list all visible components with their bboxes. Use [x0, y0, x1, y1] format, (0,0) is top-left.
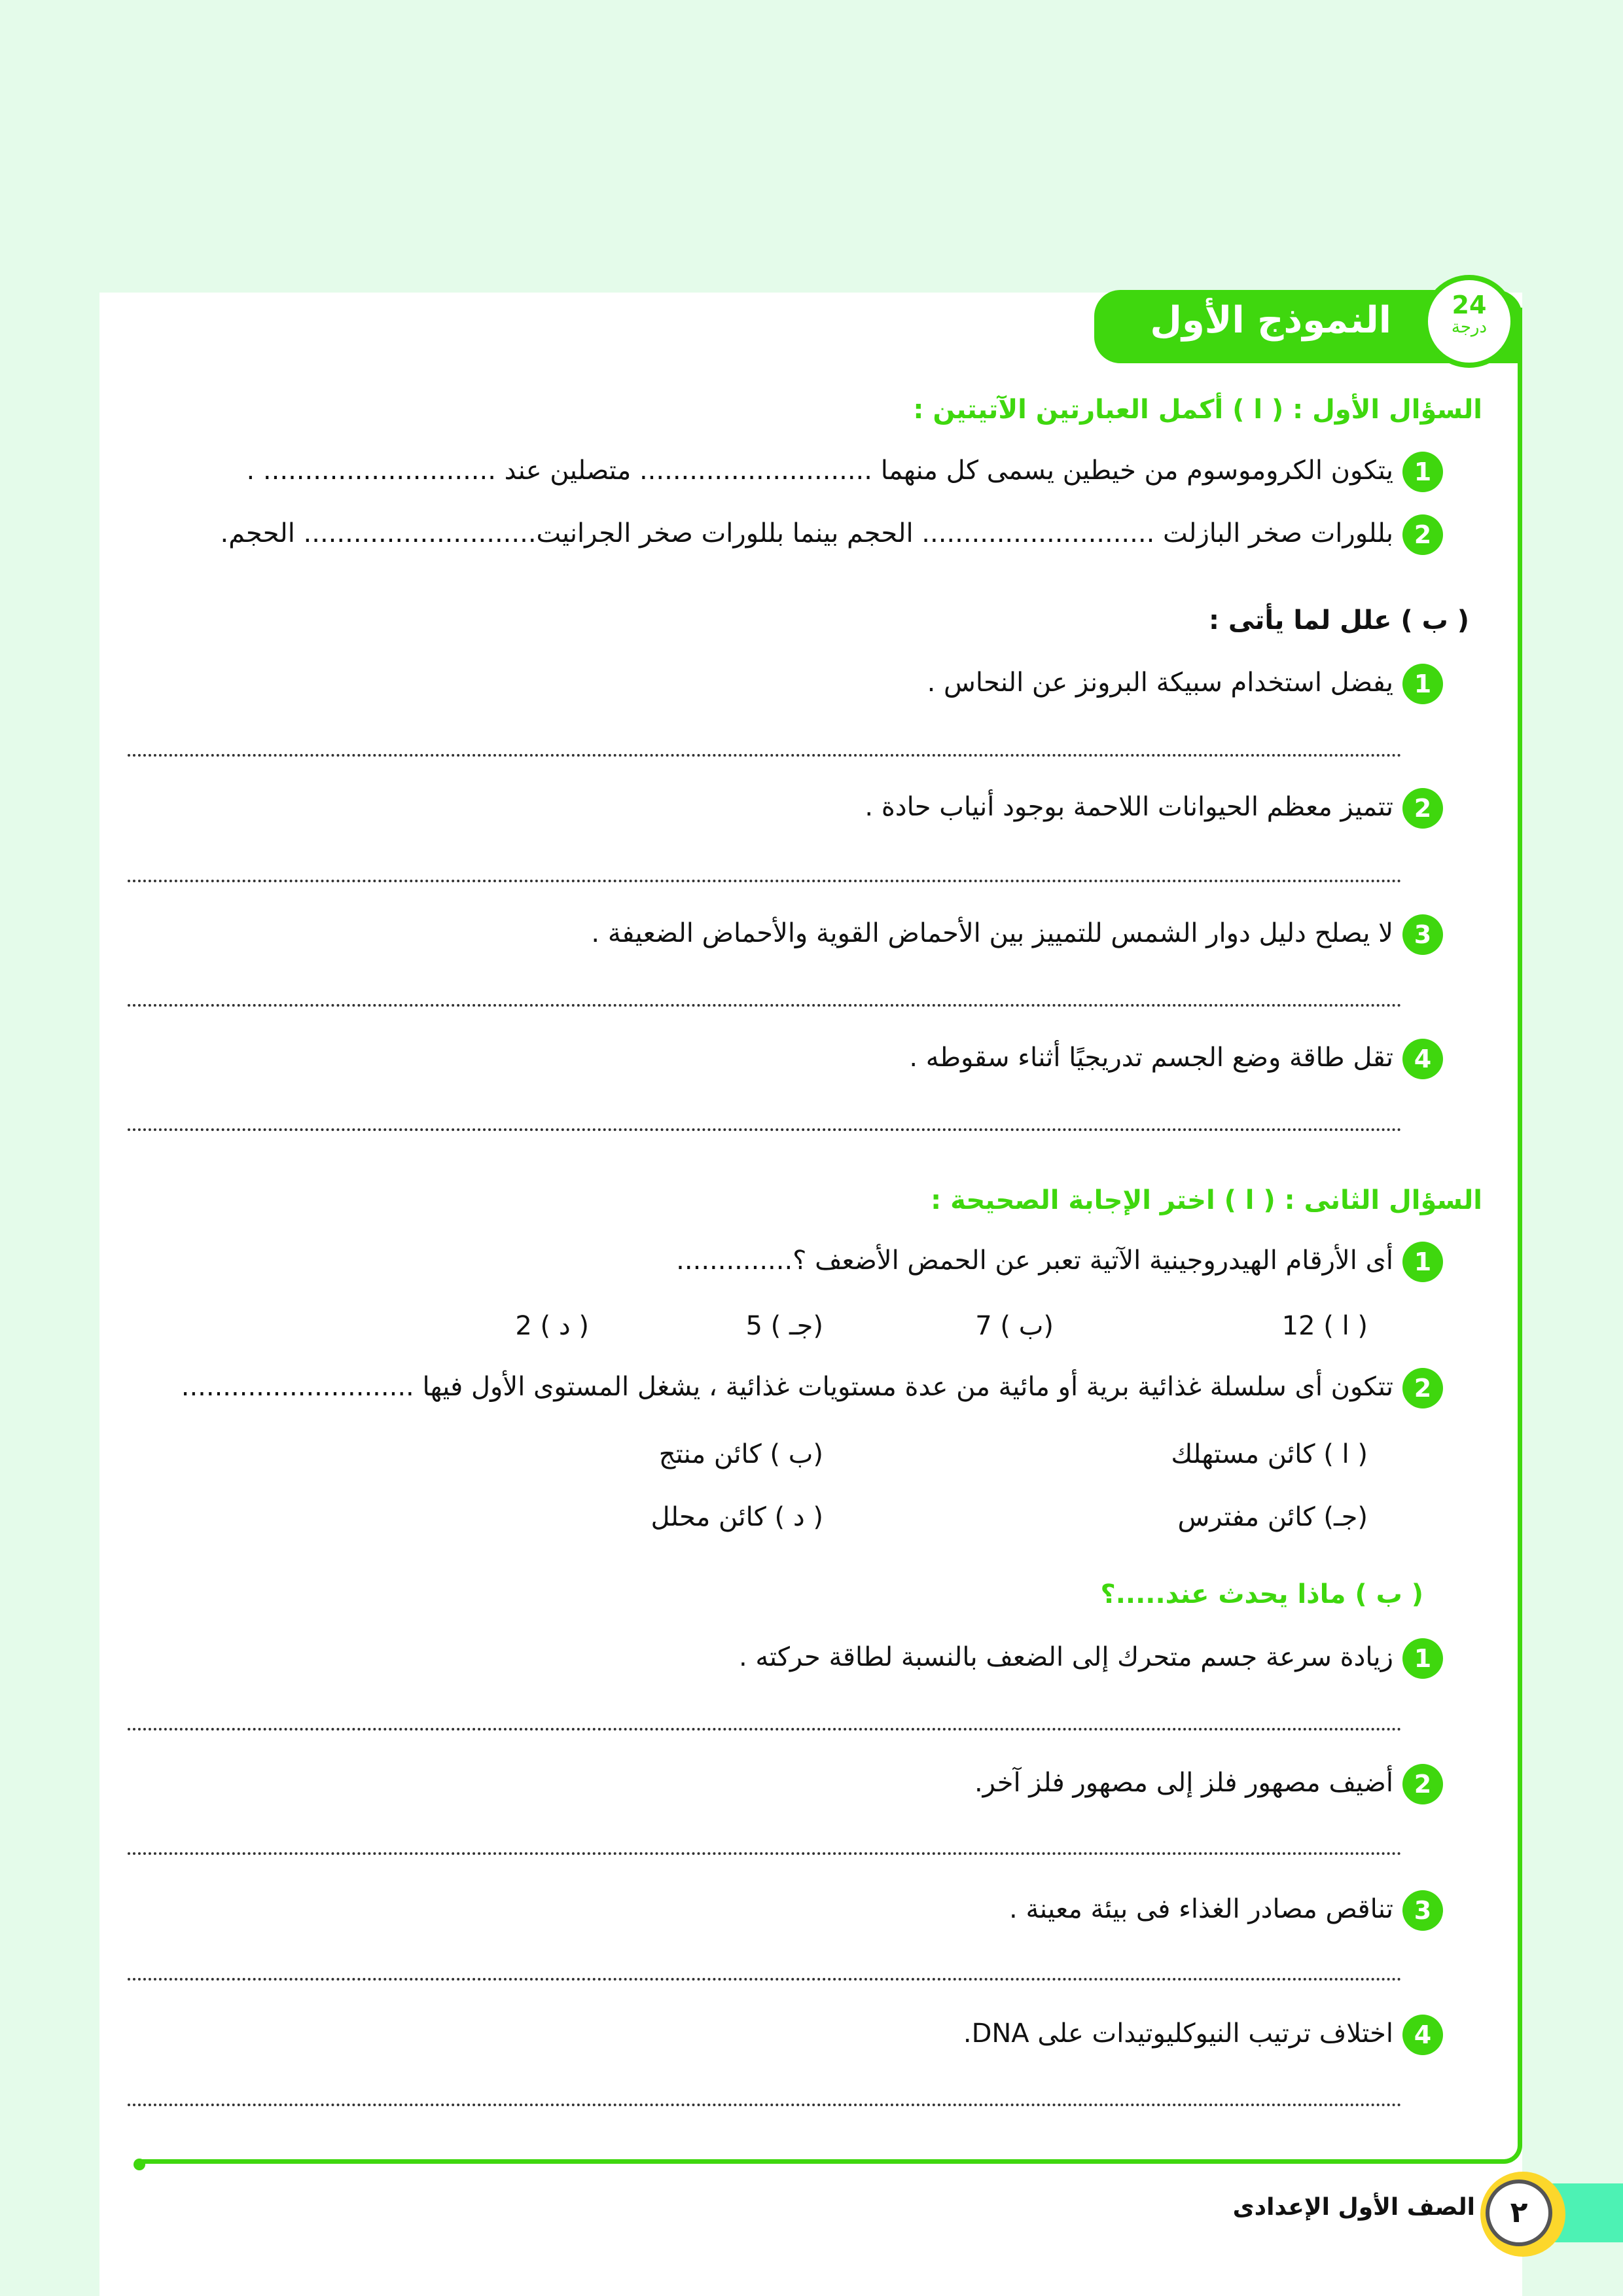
question-text: بللورات صخر البازلت ............................ الحجم بينما بللورات صخر الجرانيت............................ الحجم. — [220, 518, 1393, 548]
score-badge — [1423, 275, 1516, 368]
page-number: ٢ — [1486, 2179, 1552, 2246]
question-text: تقل طاقة وضع الجسم تدريجيًا أثناء سقوطه . — [909, 1043, 1393, 1073]
q1-a-item-1 — [247, 452, 1444, 492]
question-text: يتكون الكروموسوم من خيطين يسمى كل منهما ............................ متصلين عند ............................ . — [246, 456, 1393, 486]
q2-a-item-1 — [676, 1242, 1443, 1282]
question-text: أضيف مصهور فلز إلى مصهور فلز آخر. — [974, 1768, 1393, 1798]
exam-title: النموذج الأول — [1150, 299, 1391, 342]
answer-line[interactable] — [128, 1728, 1402, 1731]
number-badge: 4 — [1402, 1039, 1443, 1079]
q2-heading: السؤال الثانى : ( ا ) اختر الإجابة الصحيحة : — [931, 1185, 1482, 1215]
question-text: اختلاف ترتيب النيوكليوتيدات على DNA. — [963, 2018, 1393, 2049]
answer-line[interactable] — [128, 1128, 1402, 1131]
frame-end-dot — [134, 2159, 145, 2170]
number-badge: 1 — [1402, 1638, 1443, 1679]
score-value: 24 — [1452, 291, 1487, 319]
q1-a-item-2 — [221, 514, 1443, 555]
q2-b-item-3 — [1009, 1890, 1443, 1931]
q2-b-heading: ( ب ) ماذا يحدث عند.....؟ — [1100, 1579, 1423, 1609]
q1-b-item-2 — [865, 788, 1443, 829]
option-c[interactable]: (جـ) كائن مفترس — [1177, 1502, 1368, 1532]
option-c[interactable]: (جـ ) 5 — [745, 1311, 823, 1341]
question-text: تناقص مصادر الغذاء فى بيئة معينة . — [1009, 1894, 1393, 1924]
question-text: أى الأرقام الهيدروجينية الآتية تعبر عن الحمض الأضعف ؟.............. — [676, 1246, 1393, 1276]
q1-b-item-1 — [927, 664, 1443, 704]
number-badge: 3 — [1402, 914, 1443, 955]
score-unit: درجة — [1451, 317, 1488, 337]
number-badge: 2 — [1402, 514, 1443, 555]
number-badge: 3 — [1402, 1890, 1443, 1931]
option-b[interactable]: (ب ) كائن منتج — [658, 1439, 823, 1469]
q2-b-item-1 — [739, 1638, 1443, 1679]
q1-b-heading: ( ب ) علل لما يأتى : — [1208, 605, 1469, 636]
answer-line[interactable] — [128, 1978, 1402, 1981]
answer-line[interactable] — [128, 2104, 1402, 2106]
q2-b-item-4 — [963, 2015, 1443, 2055]
number-badge: 2 — [1402, 788, 1443, 829]
answer-line[interactable] — [128, 880, 1402, 882]
option-a[interactable]: ( ا ) كائن مستهلك — [1171, 1439, 1368, 1469]
number-badge: 1 — [1402, 664, 1443, 704]
option-b[interactable]: (ب ) 7 — [975, 1311, 1054, 1341]
number-badge: 2 — [1402, 1764, 1443, 1804]
number-badge: 1 — [1402, 1242, 1443, 1282]
option-d[interactable]: ( د ) 2 — [515, 1311, 589, 1341]
q1-b-item-4 — [909, 1039, 1443, 1079]
q1-heading: السؤال الأول : ( ا ) أكمل العبارتين الآتيتين : — [913, 395, 1482, 425]
q1-b-item-3 — [591, 914, 1443, 955]
grade-label: الصف الأول الإعدادى — [1232, 2194, 1475, 2221]
q2-b-item-2 — [974, 1764, 1443, 1804]
option-d[interactable]: ( د ) كائن محلل — [651, 1502, 823, 1532]
answer-line[interactable] — [128, 754, 1402, 757]
answer-line[interactable] — [128, 1852, 1402, 1855]
answer-line[interactable] — [128, 1004, 1402, 1007]
question-text: زيادة سرعة جسم متحرك إلى الضعف بالنسبة لطاقة حركته . — [738, 1642, 1393, 1672]
question-text: تتكون أى سلسلة غذائية برية أو مائية من عدة مستويات غذائية ، يشغل المستوى الأول فيها ............................ — [181, 1372, 1393, 1402]
number-badge: 4 — [1402, 2015, 1443, 2055]
option-a[interactable]: ( ا ) 12 — [1281, 1311, 1368, 1341]
question-text: تتميز معظم الحيوانات اللاحمة بوجود أنياب حادة . — [865, 792, 1393, 822]
q2-a-item-2 — [181, 1368, 1443, 1408]
number-badge: 1 — [1402, 452, 1443, 492]
number-badge: 2 — [1402, 1368, 1443, 1408]
question-text: يفضل استخدام سبيكة البرونز عن النحاس . — [927, 668, 1393, 698]
page-frame — [137, 308, 1522, 2164]
question-text: لا يصلح دليل دوار الشمس للتمييز بين الأحماض القوية والأحماض الضعيفة . — [591, 918, 1393, 948]
